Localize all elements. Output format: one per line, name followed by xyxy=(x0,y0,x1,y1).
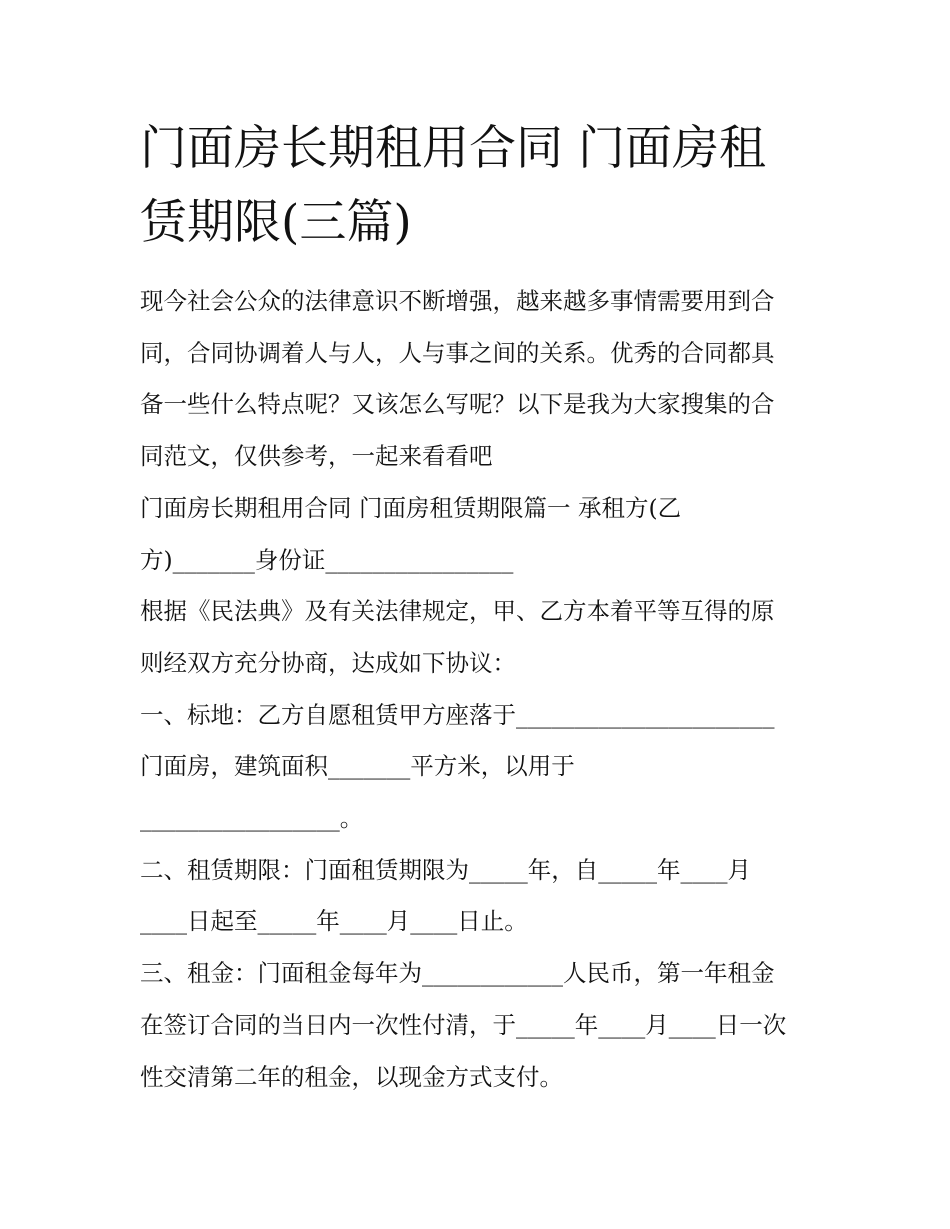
text-line: 方)_______身份证________________ xyxy=(140,545,514,574)
text-line: 根据《民法典》及有关法律规定，甲、乙方本着平等互得的原 xyxy=(140,597,775,626)
document-title xyxy=(140,112,830,260)
intro-paragraph xyxy=(140,276,820,483)
text-line: 在签订合同的当日内一次性付清，于_____年____月____日一次 xyxy=(140,1010,787,1039)
text-line: 门面房，建筑面积_______平方米，以用于 xyxy=(140,752,575,781)
text-line: ____日起至_____年____月____日止。 xyxy=(140,907,528,936)
title-line: 门面房长期租用合同 门面房租 xyxy=(140,121,766,176)
clause-rent-paragraph xyxy=(140,948,820,1103)
text-line: 门面房长期租用合同 门面房租赁期限篇一 承租方(乙 xyxy=(140,493,682,522)
text-line: 二、租赁期限：门面租赁期限为_____年，自_____年____月 xyxy=(140,855,751,884)
text-line: 现今社会公众的法律意识不断增强，越来越多事情需要用到合 xyxy=(140,287,775,315)
text-line: 同，合同协调着人与人，人与事之间的关系。优秀的合同都具 xyxy=(140,338,775,367)
legal-basis-paragraph xyxy=(140,586,820,689)
text-line: 备一些什么特点呢？又该怎么写呢？以下是我为大家搜集的合 xyxy=(140,390,775,419)
text-line: 一、标地：乙方自愿租赁甲方座落于______________________ xyxy=(140,700,775,729)
text-line: 则经双方充分协商，达成如下协议： xyxy=(140,648,516,677)
text-line: 三、租金：门面租金每年为____________人民币，第一年租金 xyxy=(140,959,775,988)
text-line: 性交清第二年的租金，以现金方式支付。 xyxy=(140,1062,563,1091)
text-line: 同范文，仅供参考，一起来看看吧 xyxy=(140,442,493,471)
text-line: _________________。 xyxy=(140,804,364,833)
contract-heading-paragraph xyxy=(140,483,820,586)
clause-term-paragraph xyxy=(140,845,820,948)
clause-subject-paragraph xyxy=(140,690,820,845)
document-body xyxy=(140,276,820,1103)
title-line: 赁期限(三篇) xyxy=(140,195,412,250)
